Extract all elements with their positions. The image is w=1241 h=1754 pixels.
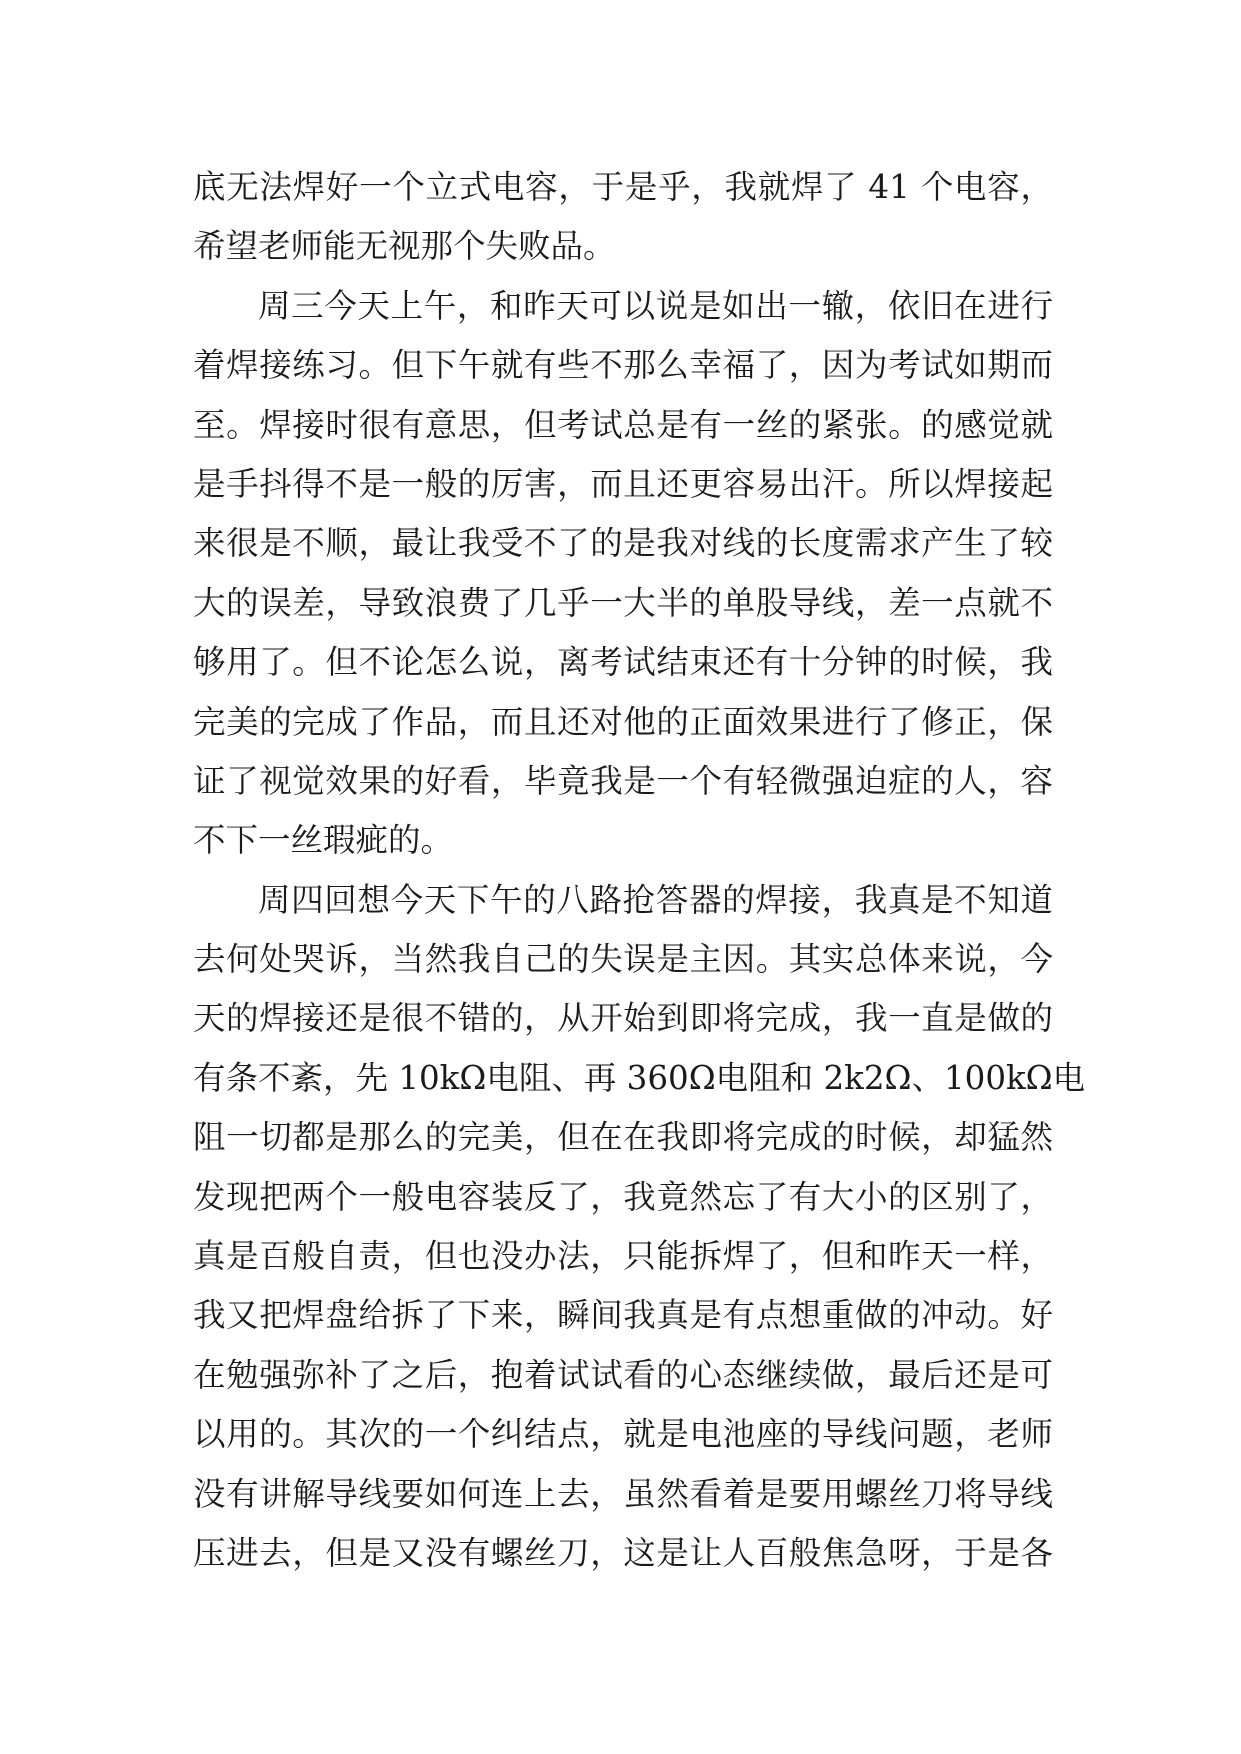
text-line: 阻一切都是那么的完美，但在在我即将完成的时候，却猛然 bbox=[193, 1118, 1053, 1157]
text-line: 压进去，但是又没有螺丝刀，这是让人百般焦急呀，于是各 bbox=[193, 1533, 1053, 1572]
text-line: 周四回想今天下午的八路抢答器的焊接，我真是不知道 bbox=[258, 880, 1053, 919]
text-line: 没有讲解导线要如何连上去，虽然看着是要用螺丝刀将导线 bbox=[193, 1474, 1053, 1513]
text-line: 来很是不顺，最让我受不了的是我对线的长度需求产生了较 bbox=[193, 524, 1053, 563]
text-line: 以用的。其次的一个纠结点，就是电池座的导线问题，老师 bbox=[193, 1415, 1053, 1454]
text-line: 够用了。但不论怎么说，离考试结束还有十分钟的时候，我 bbox=[193, 643, 1053, 682]
text-line: 我又把焊盘给拆了下来，瞬间我真是有点想重做的冲动。好 bbox=[193, 1296, 1053, 1335]
text-line: 发现把两个一般电容装反了，我竟然忘了有大小的区别了， bbox=[193, 1177, 1053, 1216]
text-line: 真是百般自责，但也没办法，只能拆焊了，但和昨天一样， bbox=[193, 1237, 1053, 1276]
text-line: 着焊接练习。但下午就有些不那么幸福了，因为考试如期而 bbox=[193, 346, 1053, 385]
text-line: 天的焊接还是很不错的，从开始到即将完成，我一直是做的 bbox=[193, 999, 1053, 1038]
body-text bbox=[193, 158, 1086, 1583]
text-line: 是手抖得不是一般的厉害，而且还更容易出汗。所以焊接起 bbox=[193, 464, 1053, 503]
text-line: 大的误差，导致浪费了几乎一大半的单股导线，差一点就不 bbox=[193, 583, 1053, 622]
text-line: 周三今天上午，和昨天可以说是如出一辙，依旧在进行 bbox=[258, 286, 1053, 325]
text-line: 有条不紊，先 10kΩ电阻、再 360Ω电阻和 2k2Ω、100kΩ电 bbox=[193, 1058, 1086, 1097]
text-line: 在勉强弥补了之后，抱着试试看的心态继续做，最后还是可 bbox=[193, 1355, 1053, 1394]
text-line: 不下一丝瑕疵的。 bbox=[193, 821, 454, 860]
text-line: 去何处哭诉，当然我自己的失误是主因。其实总体来说，今 bbox=[193, 940, 1053, 979]
text-line: 至。焊接时很有意思，但考试总是有一丝的紧张。的感觉就 bbox=[193, 405, 1053, 444]
text-line: 证了视觉效果的好看，毕竟我是一个有轻微强迫症的人，容 bbox=[193, 761, 1053, 800]
text-line: 底无法焊好一个立式电容，于是乎，我就焊了 41 个电容， bbox=[193, 168, 1053, 206]
text-line: 完美的完成了作品，而且还对他的正面效果进行了修正，保 bbox=[193, 702, 1053, 741]
text-line: 希望老师能无视那个失败品。 bbox=[193, 227, 616, 266]
